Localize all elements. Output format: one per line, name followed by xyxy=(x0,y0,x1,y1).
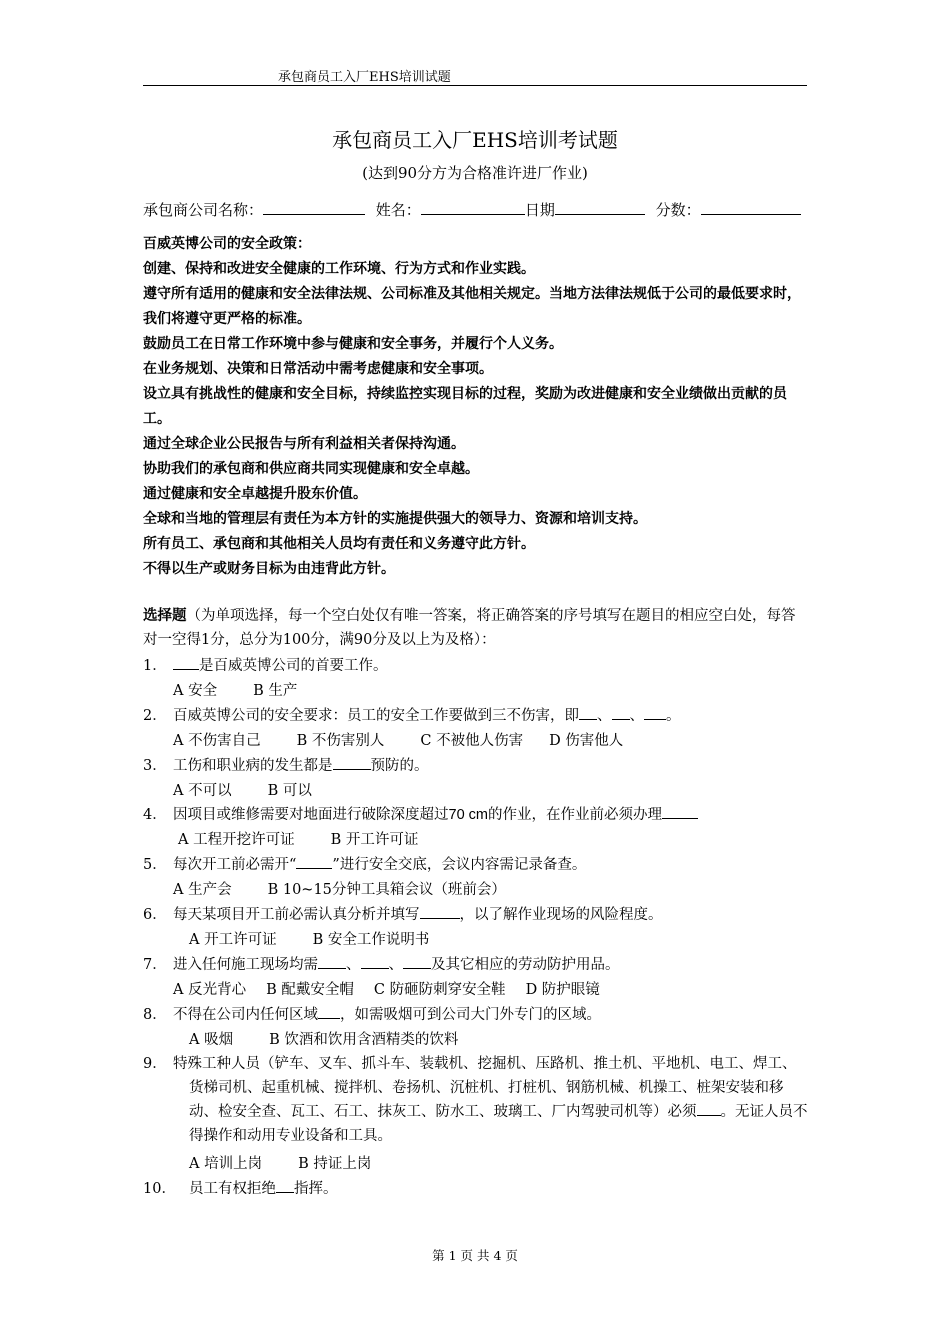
question-4-options xyxy=(178,828,418,852)
option: D 伤害他人 xyxy=(549,733,624,749)
company-label: 承包商公司名称： xyxy=(143,201,264,219)
question-7 xyxy=(143,953,620,977)
question-text: ”进行安全交底，会议内容需记录备查。 xyxy=(332,857,587,873)
answer-blank[interactable] xyxy=(333,769,371,770)
separator: 、 xyxy=(597,708,612,724)
option: B 不伤害别人 xyxy=(296,733,385,749)
option: C 防砸防刺穿安全鞋 xyxy=(373,982,506,998)
policy-item: 通过全球企业公民报告与所有利益相关者保持沟通。 xyxy=(143,436,465,452)
question-7-options xyxy=(173,978,600,1002)
option: A 安全 xyxy=(173,683,218,699)
question-4 xyxy=(143,803,698,827)
answer-blank[interactable] xyxy=(318,1018,340,1019)
question-6 xyxy=(143,903,663,927)
question-number: 3． xyxy=(143,758,167,774)
question-9 xyxy=(173,1052,809,1148)
page-subtitle: (达到90分方为合格准许进厂作业) xyxy=(362,164,588,182)
question-text: 工伤和职业病的发生都是 xyxy=(173,758,333,774)
answer-blank[interactable] xyxy=(612,719,630,720)
question-text: 及其它相应的劳动防护用品。 xyxy=(431,957,620,973)
answer-blank[interactable] xyxy=(697,1115,721,1116)
question-number: 6． xyxy=(143,907,167,923)
option: B 配戴安全帽 xyxy=(266,982,354,998)
policy-heading: 百威英博公司的安全政策： xyxy=(143,236,311,252)
score-field[interactable] xyxy=(701,199,801,215)
question-number: 8． xyxy=(143,1007,167,1023)
mc-label: 选择题 xyxy=(143,607,187,624)
date-field[interactable] xyxy=(555,199,645,215)
separator: 、 xyxy=(629,708,644,724)
policy-item: 鼓励员工在日常工作环境中参与健康和安全事务，并履行个人义务。 xyxy=(143,336,563,352)
question-9-number xyxy=(143,1052,173,1076)
question-text: 员工有权拒绝 xyxy=(189,1181,276,1197)
question-1-options xyxy=(173,679,297,703)
question-text: 不得在公司内任何区域 xyxy=(173,1007,318,1023)
answer-blank[interactable] xyxy=(579,719,597,720)
answer-blank[interactable] xyxy=(420,918,460,919)
question-text: ，如需吸烟可到公司大门外专门的区域。 xyxy=(340,1007,601,1023)
policy-item: 所有员工、承包商和其他相关人员均有责任和义务遵守此方针。 xyxy=(143,536,535,552)
option: A 不可以 xyxy=(173,783,232,799)
answer-blank[interactable] xyxy=(296,868,332,869)
question-5-options xyxy=(173,878,506,902)
option: B 10~15分钟工具箱会议（班前会） xyxy=(267,882,506,898)
question-number: 2． xyxy=(143,708,167,724)
question-text: 的作业，在作业前必须办理 xyxy=(488,807,662,823)
answer-blank[interactable] xyxy=(644,719,666,720)
policy-item: 协助我们的承包商和供应商共同实现健康和安全卓越。 xyxy=(143,461,479,477)
question-9-options xyxy=(189,1152,371,1176)
option: B 饮酒和饮用含酒精类的饮料 xyxy=(269,1032,459,1048)
question-number: 9． xyxy=(143,1056,167,1072)
option: A 工程开挖许可证 xyxy=(178,832,295,848)
separator: 、 xyxy=(388,957,403,973)
question-10 xyxy=(143,1177,338,1201)
header-rule xyxy=(143,85,807,86)
question-text: 每天某项目开工前必需认真分析并填写 xyxy=(173,907,420,923)
option: A 不伤害自己 xyxy=(173,733,261,749)
page-footer: 第 1 页 共 4 页 xyxy=(432,1248,518,1263)
question-text: ，以了解作业现场的风险程度。 xyxy=(459,907,663,923)
option: A 反光背心 xyxy=(173,982,247,998)
answer-blank[interactable] xyxy=(403,968,431,969)
running-header: 承包商员工入厂EHS培训试题 xyxy=(278,70,451,85)
date-label: 日期 xyxy=(524,201,555,219)
question-6-options xyxy=(189,928,429,952)
depth-value: 70 cm xyxy=(448,807,488,823)
question-text: 。无证人员不得操作和动用专业设备和工具。 xyxy=(189,1104,808,1144)
answer-blank[interactable] xyxy=(662,818,698,819)
name-label: 姓名： xyxy=(375,201,421,219)
option: C 不被他人伤害 xyxy=(420,733,524,749)
question-number: 10． xyxy=(143,1181,176,1197)
question-5 xyxy=(143,853,586,877)
separator: 、 xyxy=(346,957,361,973)
question-8 xyxy=(143,1003,601,1027)
mc-instruction-text: （为单项选择，每一个空白处仅有唯一答案，将正确答案的序号填写在题目的相应空白处，每答对一空得1分，总分为100分，满90分及以上为及格）： xyxy=(143,608,796,648)
question-8-options xyxy=(189,1028,458,1052)
option: B 生产 xyxy=(253,683,298,699)
policy-item: 通过健康和安全卓越提升股东价值。 xyxy=(143,486,367,502)
question-text: 。 xyxy=(666,708,681,724)
option: B 开工许可证 xyxy=(330,832,419,848)
policy-item: 设立具有挑战性的健康和安全目标，持续监控实现目标的过程，奖励为改进健康和安全业绩做出贡献的员工。 xyxy=(143,386,787,427)
policy-item: 不得以生产或财务目标为由违背此方针。 xyxy=(143,561,395,577)
page-title: 承包商员工入厂EHS培训考试题 xyxy=(332,128,618,152)
question-2-options xyxy=(173,729,623,753)
option: B 安全工作说明书 xyxy=(312,932,430,948)
policy-item: 创建、保持和改进安全健康的工作环境、行为方式和作业实践。 xyxy=(143,261,535,277)
question-text: 预防的。 xyxy=(370,758,429,774)
policy-item: 全球和当地的管理层有责任为本方针的实施提供强大的领导力、资源和培训支持。 xyxy=(143,511,647,527)
policy-item: 遵守所有适用的健康和安全法律法规、公司标准及其他相关规定。当地方法律法规低于公司的最低要求时，我们将遵守更严格的标准。 xyxy=(143,286,801,327)
policy-item: 在业务规划、决策和日常活动中需考虑健康和安全事项。 xyxy=(143,361,493,377)
question-number: 5． xyxy=(143,857,167,873)
name-field[interactable] xyxy=(421,199,525,215)
option: B 持证上岗 xyxy=(298,1156,372,1172)
question-text: 每次开工前必需开“ xyxy=(173,857,297,873)
question-text: 进入任何施工现场均需 xyxy=(173,957,318,973)
question-number: 4． xyxy=(143,807,167,823)
option: B 可以 xyxy=(267,783,312,799)
question-3-options xyxy=(173,779,312,803)
question-number: 1． xyxy=(143,658,167,674)
option: A 吸烟 xyxy=(189,1032,234,1048)
answer-blank[interactable] xyxy=(318,968,346,969)
answer-blank[interactable] xyxy=(173,669,199,670)
safety-policy xyxy=(143,232,808,582)
question-text: 因项目或维修需要对地面进行破除深度超过 xyxy=(173,807,449,823)
option: D 防护眼镜 xyxy=(525,982,600,998)
answer-blank[interactable] xyxy=(276,1192,294,1193)
option: A 培训上岗 xyxy=(189,1156,263,1172)
question-3 xyxy=(143,754,429,778)
question-text: 特殊工种人员（铲车、叉车、抓斗车、装载机、挖掘机、压路机、推土机、平地机、电工、焊工、货梯司机、起重机械、搅拌机、卷扬机、沉桩机、打桩机、钢筋机械、机操工、桩架安装和移动、检安全查、瓦工、石工、抹灰工、防水工、玻璃工、厂内驾驶司机等）必须 xyxy=(173,1056,797,1120)
question-number: 7． xyxy=(143,957,167,973)
question-text: 指挥。 xyxy=(294,1181,338,1197)
option: A 开工许可证 xyxy=(189,932,277,948)
question-1 xyxy=(143,654,388,678)
info-line xyxy=(143,199,801,220)
option: A 生产会 xyxy=(173,882,232,898)
question-2 xyxy=(143,704,681,728)
mc-instructions xyxy=(143,604,808,652)
company-field[interactable] xyxy=(263,199,365,215)
score-label: 分数： xyxy=(655,201,701,219)
answer-blank[interactable] xyxy=(361,968,389,969)
question-text: 百威英博公司的安全要求：员工的安全工作要做到三不伤害，即 xyxy=(173,708,579,724)
question-text: 是百威英博公司的首要工作。 xyxy=(199,658,388,674)
